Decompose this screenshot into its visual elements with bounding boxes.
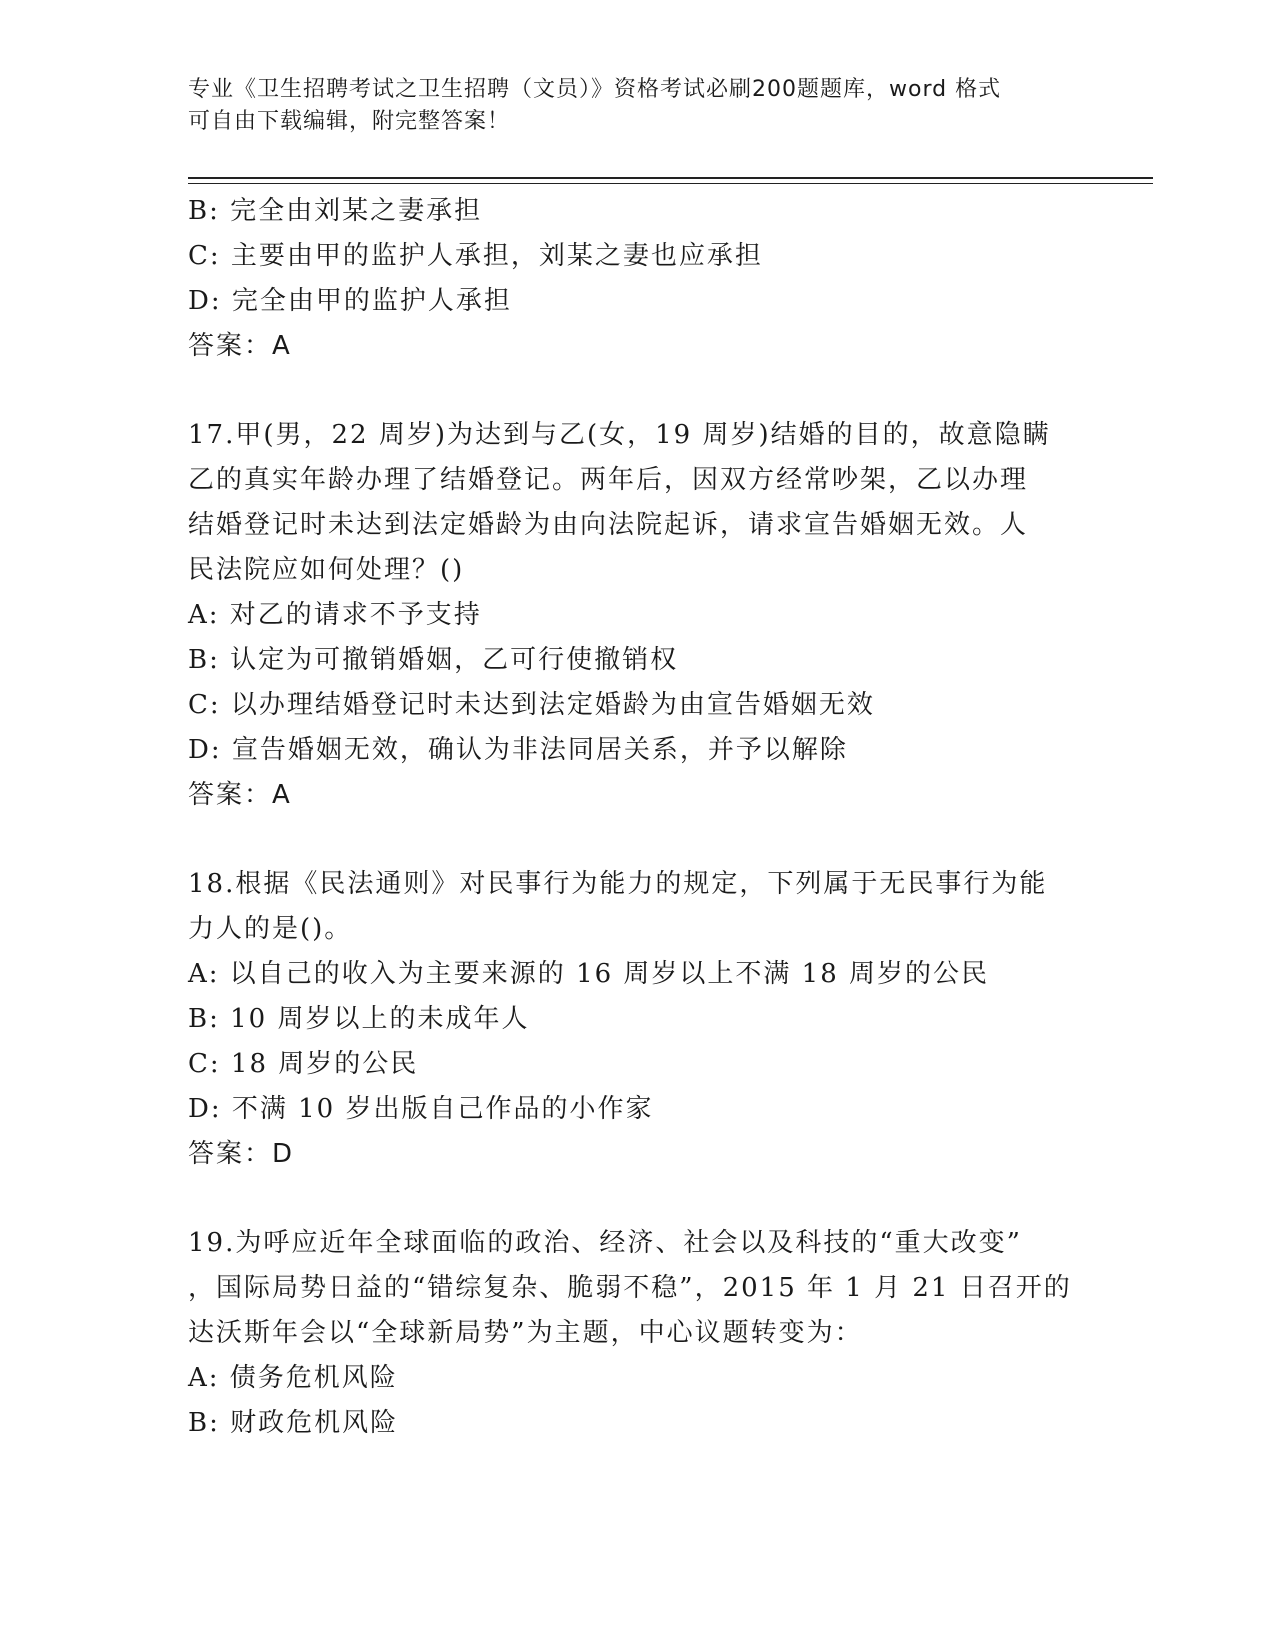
option-line: B: 10 周岁以上的未成年人 xyxy=(188,1004,530,1034)
option-line: A: 以自己的收入为主要来源的 16 周岁以上不满 18 周岁的公民 xyxy=(188,959,990,989)
option-line: B: 认定为可撤销婚姻，乙可行使撤销权 xyxy=(188,645,679,675)
question-line: 18.根据《民法通则》对民事行为能力的规定，下列属于无民事行为能 xyxy=(188,869,1048,899)
question-line: 乙的真实年龄办理了结婚登记。两年后，因双方经常吵架，乙以办理 xyxy=(188,465,1029,495)
option-line: C: 以办理结婚登记时未达到法定婚龄为由宣告婚姻无效 xyxy=(188,690,875,720)
question-line: ，国际局势日益的“错综复杂、脆弱不稳”，2015 年 1 月 21 日召开的 xyxy=(188,1273,1072,1303)
header-rule-thick xyxy=(188,177,1153,179)
option-line: A: 债务危机风险 xyxy=(188,1363,398,1393)
answer-line: 答案：A xyxy=(188,331,292,361)
header-line-1: 专业《卫生招聘考试之卫生招聘（文员）》资格考试必刷200题题库，word 格式 xyxy=(188,77,1002,102)
answer-line: 答案：A xyxy=(188,780,292,810)
option-line: D: 不满 10 岁出版自己作品的小作家 xyxy=(188,1094,654,1124)
option-line: D: 宣告婚姻无效，确认为非法同居关系，并予以解除 xyxy=(188,735,848,765)
question-line: 19.为呼应近年全球面临的政治、经济、社会以及科技的“重大改变” xyxy=(188,1228,1022,1258)
question-line: 结婚登记时未达到法定婚龄为由向法院起诉，请求宣告婚姻无效。人 xyxy=(188,510,1029,540)
option-line: B: 完全由刘某之妻承担 xyxy=(188,196,483,226)
option-line: C: 18 周岁的公民 xyxy=(188,1049,419,1079)
question-line: 力人的是()。 xyxy=(188,914,353,944)
question-line: 17.甲(男，22 周岁)为达到与乙(女，19 周岁)结婚的目的，故意隐瞒 xyxy=(188,420,1051,450)
answer-line: 答案：D xyxy=(188,1139,295,1169)
header-rule-thin xyxy=(188,183,1153,184)
option-line: B: 财政危机风险 xyxy=(188,1408,399,1438)
document-header xyxy=(188,74,1088,138)
header-line-2: 可自由下载编辑，附完整答案！ xyxy=(188,109,511,134)
question-line: 民法院应如何处理？() xyxy=(188,555,465,585)
option-line: C: 主要由甲的监护人承担，刘某之妻也应承担 xyxy=(188,241,763,271)
option-line: A: 对乙的请求不予支持 xyxy=(188,600,482,630)
question-line: 达沃斯年会以“全球新局势”为主题，中心议题转变为： xyxy=(188,1318,863,1348)
option-line: D: 完全由甲的监护人承担 xyxy=(188,286,512,316)
